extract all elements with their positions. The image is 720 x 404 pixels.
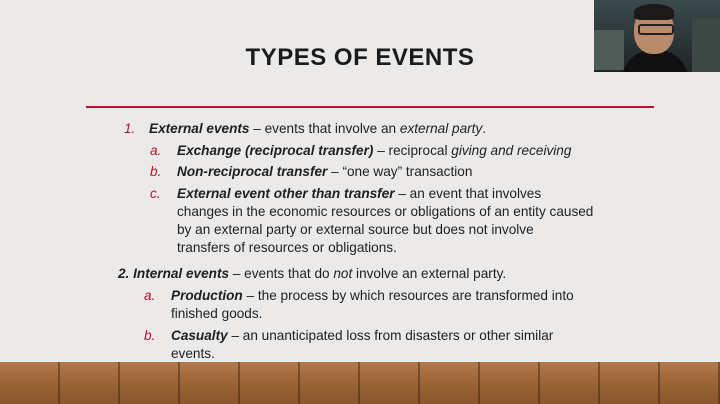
slide-title: TYPES OF EVENTS: [245, 44, 475, 71]
item-text: – events that do: [229, 266, 334, 281]
item-number: 1.: [124, 121, 136, 136]
item-text: – an unanticipated loss from disasters or other similar: [227, 328, 554, 343]
item-text: – “one way” transaction: [327, 164, 473, 179]
item-number: a.: [144, 288, 156, 303]
item-text-italic: external party: [399, 121, 483, 136]
webcam-overlay: [594, 0, 720, 72]
item-label: Casualty: [171, 328, 228, 343]
item-continuation: changes in the economic resources or obligations of an entity caused: [177, 204, 594, 219]
item-text: – the process by which resources are transformed into: [242, 288, 574, 303]
wood-floor-decoration: [0, 362, 720, 404]
item-label: External events: [149, 121, 250, 136]
presenter-hair: [634, 4, 674, 20]
item-text-italic: giving and receiving: [451, 143, 572, 158]
internal-events-item: [118, 265, 506, 283]
item-text: involve an external party.: [352, 266, 507, 281]
item-number: a.: [150, 143, 162, 158]
item-continuation: finished goods.: [171, 306, 263, 321]
item-number: b.: [144, 328, 156, 343]
item-text: – events that involve an: [249, 121, 400, 136]
background-shelf: [692, 18, 720, 72]
item-label: 2. Internal events: [118, 266, 230, 281]
item-number: c.: [150, 186, 161, 201]
item-label: External event other than transfer: [177, 186, 395, 201]
item-label: Exchange (reciprocal transfer): [177, 143, 374, 158]
item-continuation: transfers of resources or obligations.: [177, 240, 397, 255]
item-text: – reciprocal: [373, 143, 452, 158]
item-text-italic: not: [333, 266, 353, 281]
item-label: Non-reciprocal transfer: [177, 164, 328, 179]
item-continuation: events.: [171, 346, 215, 361]
item-text: .: [482, 121, 487, 136]
item-text: – an event that involves: [394, 186, 542, 201]
item-number: b.: [150, 164, 162, 179]
background-shelf: [594, 30, 624, 70]
title-divider: [86, 106, 654, 108]
item-continuation: by an external party or external source but does not involve: [177, 222, 534, 237]
item-label: Production: [171, 288, 243, 303]
presenter-glasses: [638, 24, 674, 35]
